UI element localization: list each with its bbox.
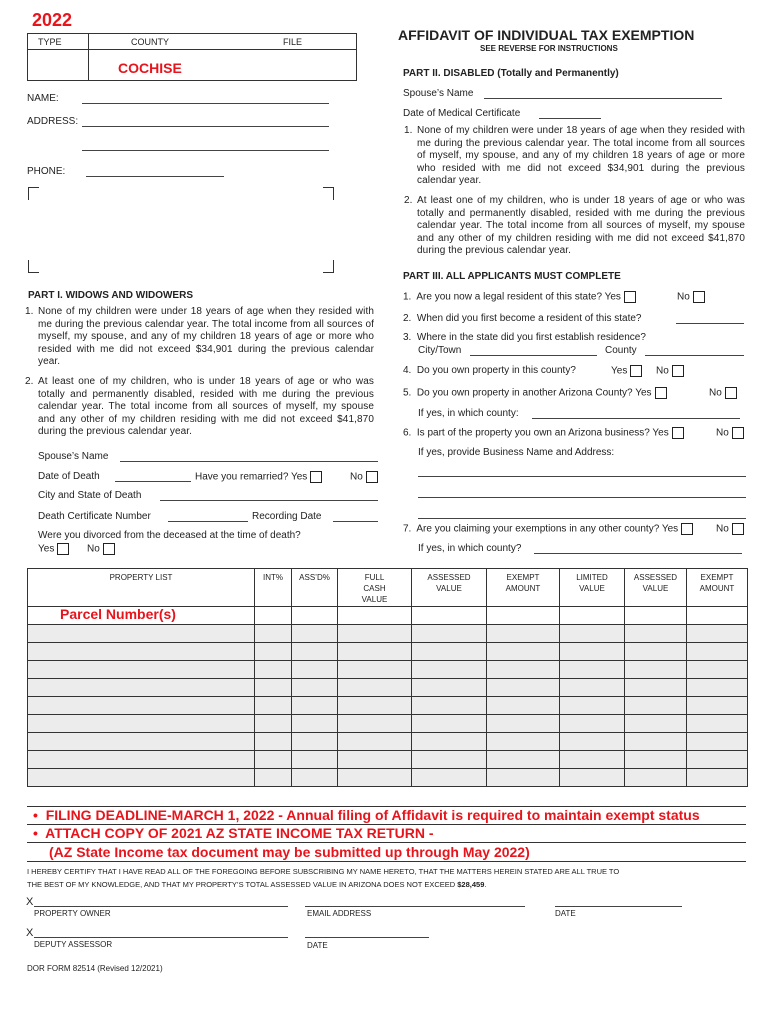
table-row[interactable] bbox=[28, 715, 748, 733]
assessed-limit-amount: $28,459 bbox=[457, 880, 485, 889]
deadline-notices bbox=[27, 806, 746, 862]
business-input-2[interactable] bbox=[418, 497, 746, 498]
q7-yes-checkbox[interactable] bbox=[681, 523, 693, 535]
q6-no: No bbox=[716, 427, 744, 439]
q7-no: No bbox=[716, 523, 744, 535]
date-of-death-label: Date of Death bbox=[38, 471, 100, 482]
date-of-death-input[interactable] bbox=[115, 481, 191, 482]
table-row[interactable] bbox=[28, 751, 748, 769]
table-row[interactable] bbox=[28, 769, 748, 787]
type-county-file-box bbox=[27, 33, 357, 81]
phone-input[interactable] bbox=[86, 176, 224, 177]
q5-county-input[interactable] bbox=[532, 418, 740, 419]
table-row[interactable] bbox=[28, 733, 748, 751]
county-label: COUNTY bbox=[131, 37, 169, 47]
table-row[interactable] bbox=[28, 679, 748, 697]
q5-no-checkbox[interactable] bbox=[725, 387, 737, 399]
form-title: AFFIDAVIT OF INDIVIDUAL TAX EXEMPTION bbox=[398, 27, 695, 43]
remarried-yes-checkbox[interactable] bbox=[310, 471, 322, 483]
county-label-q3: County bbox=[605, 345, 637, 356]
address-label: ADDRESS: bbox=[27, 116, 79, 127]
city-town-input[interactable] bbox=[470, 355, 597, 356]
date-label-1: DATE bbox=[555, 909, 576, 918]
form-number: DOR FORM 82514 (Revised 12/2021) bbox=[27, 964, 163, 973]
divorced-yes: Yes bbox=[38, 543, 69, 555]
email-line[interactable] bbox=[305, 906, 525, 907]
recording-date-input[interactable] bbox=[333, 521, 378, 522]
q1-yes-checkbox[interactable] bbox=[624, 291, 636, 303]
deputy-signature-line[interactable] bbox=[34, 937, 288, 938]
p1-spouse-label: Spouse’s Name bbox=[38, 451, 109, 462]
part2-item2: 2. At least one of my children, who is under 18 years of age or who was totally and permanently disabled, resided with me during the previous calendar year. The total income from all sources of myself, my spouse and any other of my children residing with me did not exceed $41,870 during the previous calendar year. bbox=[404, 195, 745, 256]
address-input-2[interactable] bbox=[82, 150, 329, 151]
owner-signature-line[interactable] bbox=[34, 906, 288, 907]
file-label: FILE bbox=[283, 37, 303, 47]
med-cert-label: Date of Medical Certificate bbox=[403, 108, 521, 119]
phone-label: PHONE: bbox=[27, 166, 66, 177]
part2-item1: 1. None of my children were under 18 years of age when they resided with me during the previous calendar year. The total income from all sources of myself, my spouse, and any of my children 18 years of age or more who resided with me did not exceed $34,901 during the previous calendar year. bbox=[404, 125, 745, 186]
table-row[interactable] bbox=[28, 625, 748, 643]
col-assessed-value-2: ASSESSED VALUE bbox=[625, 569, 687, 607]
divorced-no: No bbox=[87, 543, 115, 555]
certification-text-2: THE BEST OF MY KNOWLEDGE, AND THAT MY PROPERTY’S TOTAL ASSESSED VALUE IN ARIZONA DOES NOT EXCEED $28,459. bbox=[27, 880, 487, 889]
county-value[interactable]: COCHISE bbox=[118, 60, 182, 76]
col-assd-pct: ASS’D% bbox=[292, 569, 338, 607]
property-table bbox=[27, 568, 748, 787]
date-line-2[interactable] bbox=[305, 937, 429, 938]
q7-county-input[interactable] bbox=[534, 553, 742, 554]
deputy-assessor-label: DEPUTY ASSESSOR bbox=[34, 940, 113, 949]
city-town-label: City/Town bbox=[418, 345, 462, 356]
certification-text-1: I HEREBY CERTIFY THAT I HAVE READ ALL OF THE FOREGOING BEFORE SUBSCRIBING MY NAME HERETO, THAT THE MATTERS HEREIN STATED ARE ALL TRUE TO bbox=[27, 867, 620, 876]
email-label: EMAIL ADDRESS bbox=[307, 909, 372, 918]
q7-if-label: If yes, in which county? bbox=[418, 543, 522, 554]
table-row[interactable] bbox=[28, 661, 748, 679]
form-subtitle: SEE REVERSE FOR INSTRUCTIONS bbox=[480, 44, 618, 53]
q4-yes-checkbox[interactable] bbox=[630, 365, 642, 377]
part3-heading: PART III. ALL APPLICANTS MUST COMPLETE bbox=[403, 271, 621, 282]
q6-if-label: If yes, provide Business Name and Address: bbox=[418, 447, 615, 458]
med-cert-input[interactable] bbox=[539, 118, 601, 119]
divorced-no-checkbox[interactable] bbox=[103, 543, 115, 555]
owner-x: X bbox=[26, 896, 34, 908]
deadline-line-2: • ATTACH COPY OF 2021 AZ STATE INCOME TAX RETURN - bbox=[33, 825, 434, 841]
part2-heading: PART II. DISABLED (Totally and Permanently) bbox=[403, 68, 619, 79]
county-input-q3[interactable] bbox=[645, 355, 744, 356]
col-exempt-amount-2: EXEMPT AMOUNT bbox=[687, 569, 748, 607]
q5-no: No bbox=[709, 387, 737, 399]
col-int-pct: INT% bbox=[255, 569, 292, 607]
business-input-3[interactable] bbox=[418, 518, 746, 519]
q1: 1. Are you now a legal resident of this state? Yes bbox=[403, 291, 636, 303]
table-header-row bbox=[28, 569, 748, 607]
q5-yes-checkbox[interactable] bbox=[655, 387, 667, 399]
remarried-no: No bbox=[350, 471, 378, 483]
q2-input[interactable] bbox=[676, 323, 744, 324]
q4-no: No bbox=[656, 365, 684, 377]
city-state-death-input[interactable] bbox=[160, 500, 378, 501]
remarried-no-checkbox[interactable] bbox=[366, 471, 378, 483]
q5-if-label: If yes, in which county: bbox=[418, 408, 519, 419]
table-row[interactable] bbox=[28, 607, 748, 625]
death-cert-input[interactable] bbox=[168, 521, 248, 522]
q7: 7. Are you claiming your exemptions in any other county? Yes bbox=[403, 523, 693, 535]
q4-yes: Yes bbox=[611, 365, 642, 377]
q4: 4. Do you own property in this county? bbox=[403, 365, 576, 376]
q1-no: No bbox=[677, 291, 705, 303]
divorced-yes-checkbox[interactable] bbox=[57, 543, 69, 555]
name-input[interactable] bbox=[82, 103, 329, 104]
q4-no-checkbox[interactable] bbox=[672, 365, 684, 377]
q6-yes-checkbox[interactable] bbox=[672, 427, 684, 439]
col-limited-value: LIMITED VALUE bbox=[560, 569, 625, 607]
col-property-list: PROPERTY LIST bbox=[28, 569, 255, 607]
p2-spouse-input[interactable] bbox=[484, 98, 722, 99]
deadline-line-1: • FILING DEADLINE-MARCH 1, 2022 - Annual filing of Affidavit is required to maintain exempt status bbox=[33, 807, 700, 823]
recording-date-label: Recording Date bbox=[252, 511, 322, 522]
parcel-label: Parcel Number(s) bbox=[60, 606, 176, 622]
deputy-x: X bbox=[26, 927, 34, 939]
q7-no-checkbox[interactable] bbox=[732, 523, 744, 535]
p1-spouse-input[interactable] bbox=[120, 461, 378, 462]
part1-heading: PART I. WIDOWS AND WIDOWERS bbox=[28, 290, 193, 301]
deadline-line-3: (AZ State Income tax document may be submitted up through May 2022) bbox=[49, 844, 530, 860]
name-label: NAME: bbox=[27, 93, 59, 104]
col-assessed-value: ASSESSED VALUE bbox=[412, 569, 487, 607]
col-full-cash-value: FULL CASH VALUE bbox=[338, 569, 412, 607]
business-input-1[interactable] bbox=[418, 476, 746, 477]
death-cert-label: Death Certificate Number bbox=[38, 511, 151, 522]
part1-item2: 2. At least one of my children, who is under 18 years of age or who was totally and permanently disabled, resided with me during the previous calendar year. The total income from all sources of myself, my spouse and any other of my children residing with me did not exceed $41,870 during the previous calendar year. bbox=[25, 376, 374, 437]
q3: 3. Where in the state did you first establish residence? bbox=[403, 332, 646, 343]
table-row[interactable] bbox=[28, 643, 748, 661]
col-exempt-amount: EXEMPT AMOUNT bbox=[487, 569, 560, 607]
remarried-label: Have you remarried? Yes bbox=[195, 471, 322, 483]
divorced-question: Were you divorced from the deceased at the time of death? bbox=[38, 530, 301, 541]
address-input-1[interactable] bbox=[82, 126, 329, 127]
date-label-2: DATE bbox=[307, 941, 328, 950]
type-label: TYPE bbox=[38, 37, 62, 47]
q6: 6. Is part of the property you own an Arizona business? Yes bbox=[403, 427, 684, 439]
tax-year: 2022 bbox=[32, 10, 73, 30]
property-owner-label: PROPERTY OWNER bbox=[34, 909, 111, 918]
part1-item1: 1. None of my children were under 18 years of age when they resided with me during the previous calendar year. The total income from all sources of myself, my spouse, and any of my children 18 years of age or more who resided with me did not exceed $34,901 during the previous calendar year. bbox=[25, 306, 374, 367]
p2-spouse-label: Spouse’s Name bbox=[403, 88, 474, 99]
table-row[interactable] bbox=[28, 697, 748, 715]
q1-no-checkbox[interactable] bbox=[693, 291, 705, 303]
q5: 5. Do you own property in another Arizona County? Yes bbox=[403, 387, 667, 399]
date-line-1[interactable] bbox=[555, 906, 682, 907]
q6-no-checkbox[interactable] bbox=[732, 427, 744, 439]
city-state-death-label: City and State of Death bbox=[38, 490, 142, 501]
q2: 2. When did you first become a resident of this state? bbox=[403, 313, 642, 324]
